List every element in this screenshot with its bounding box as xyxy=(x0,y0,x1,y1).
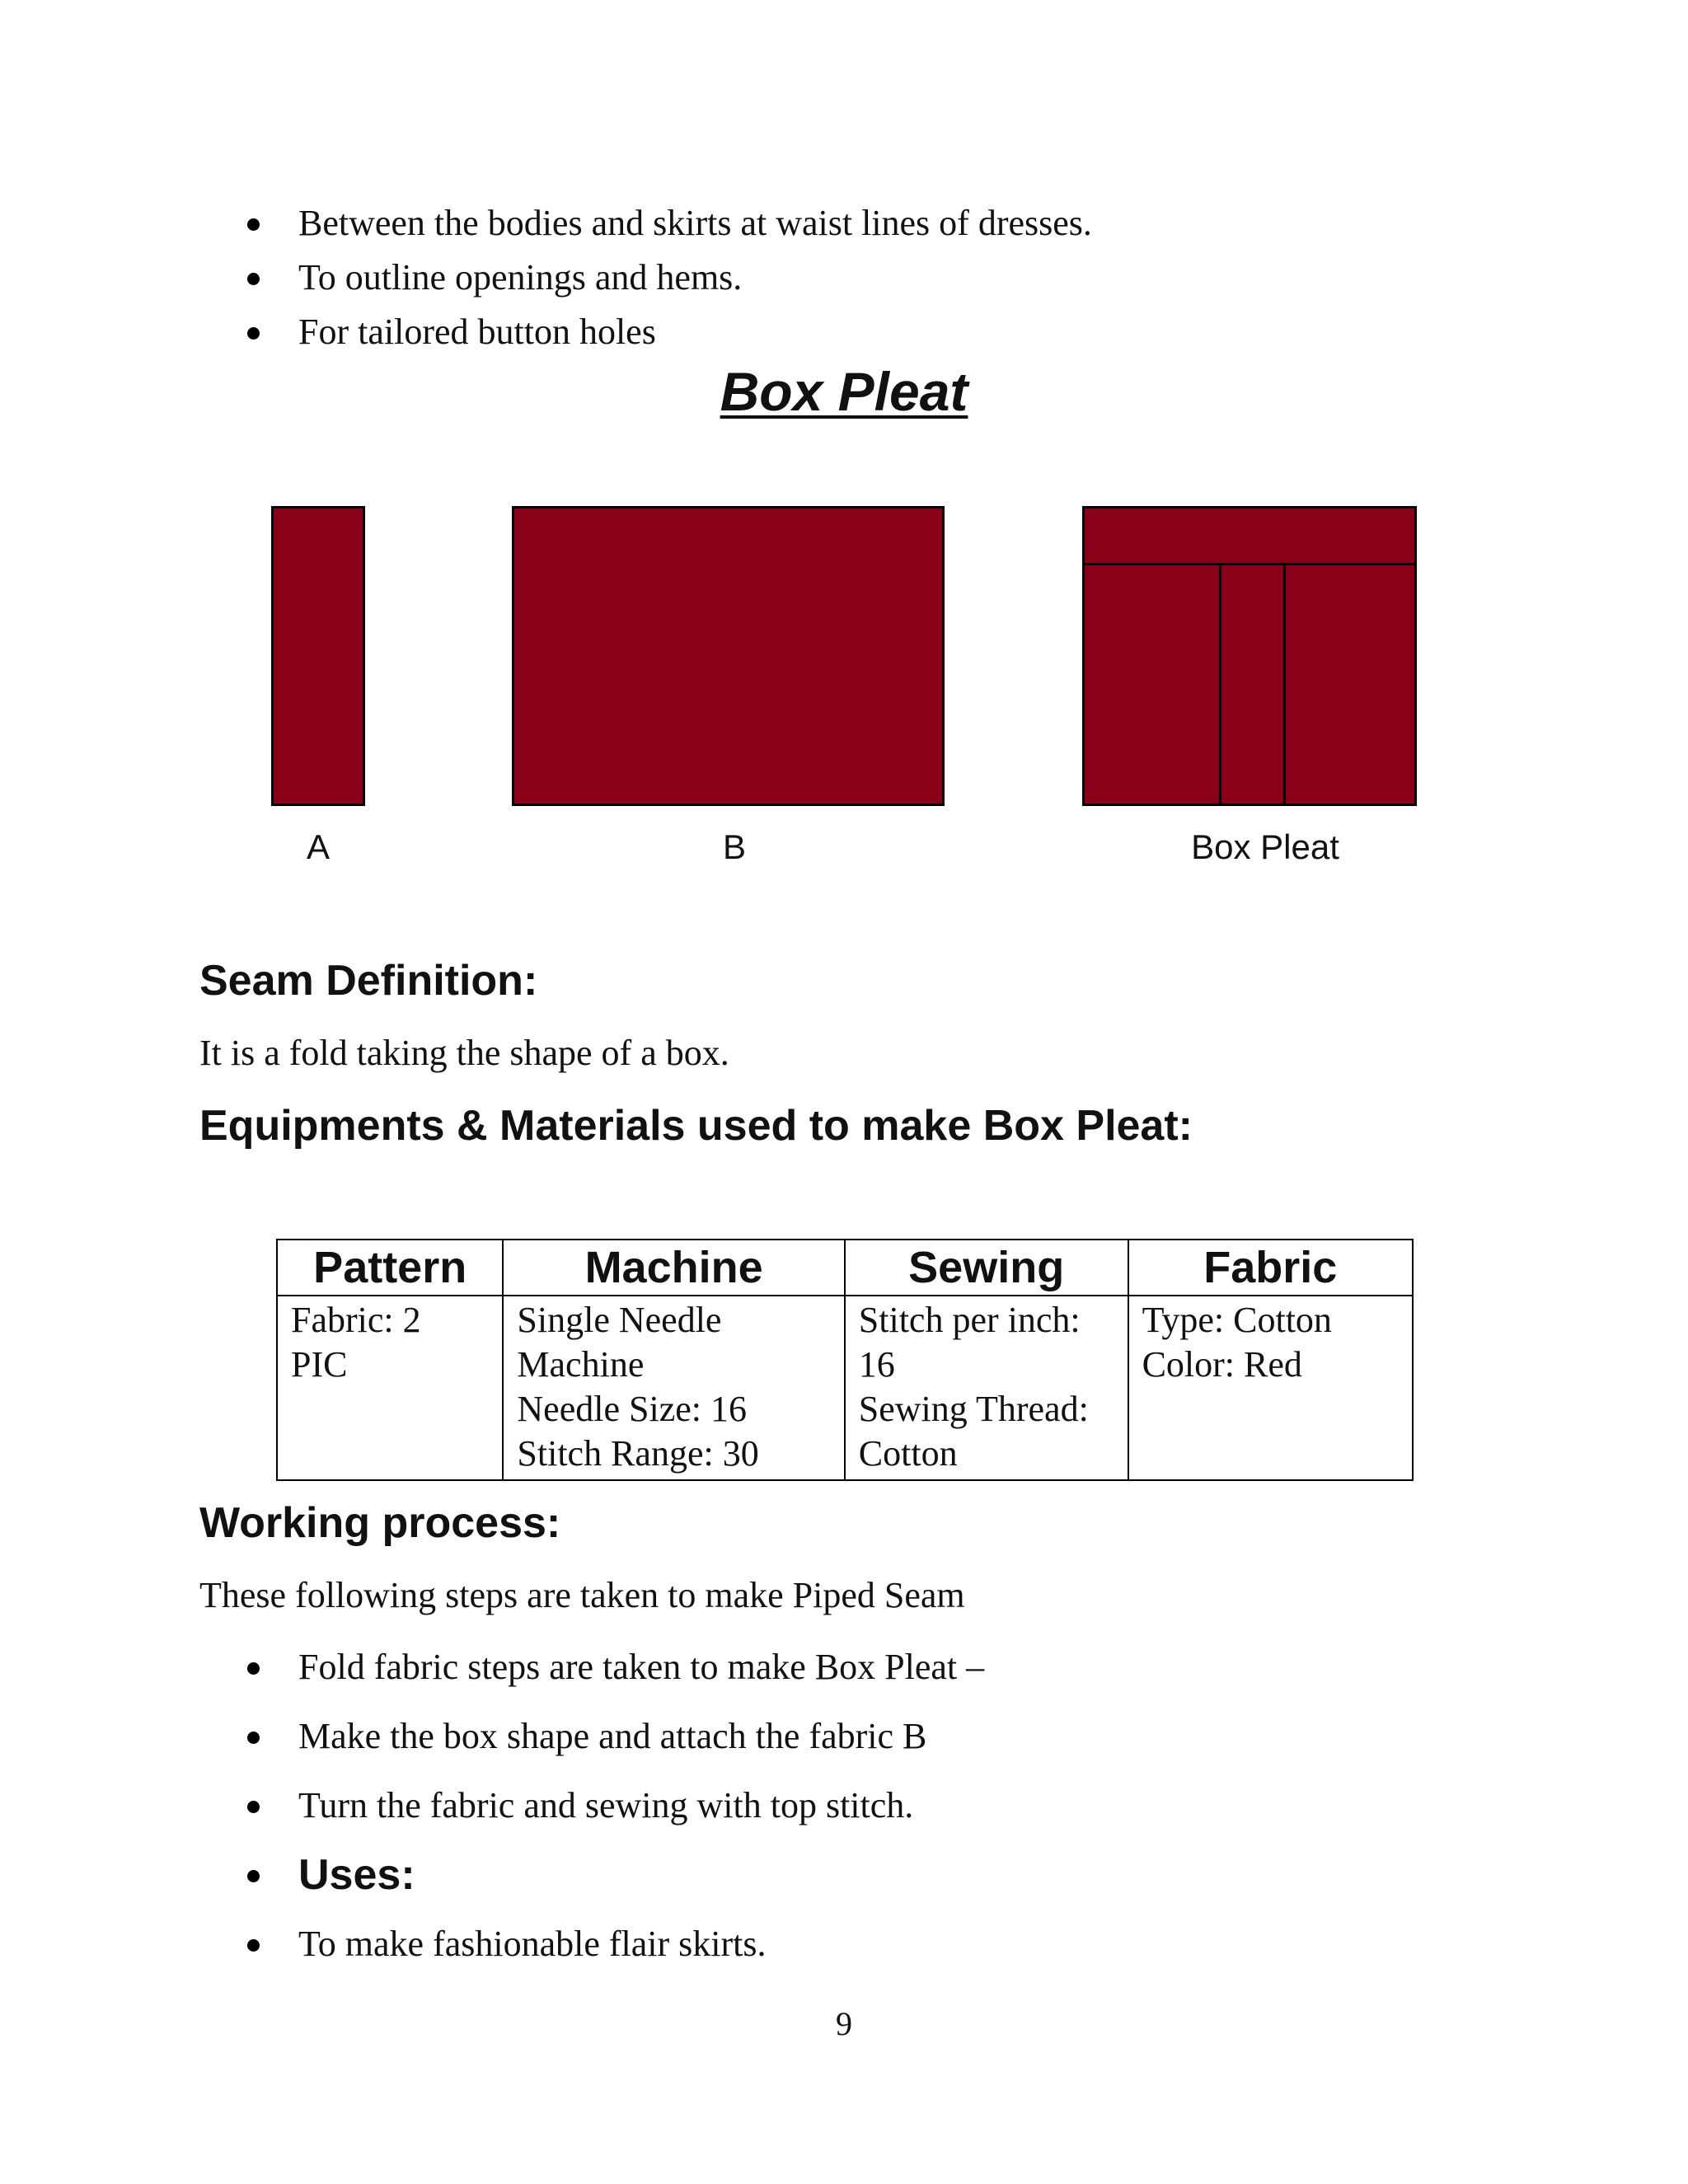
cell-line: Single Needle xyxy=(517,1300,722,1340)
list-item xyxy=(247,1917,984,1986)
fabric-b-swatch xyxy=(512,506,945,806)
pattern-cell xyxy=(277,1296,503,1480)
table-header-row xyxy=(277,1240,1413,1296)
fabric-a-swatch xyxy=(271,506,365,806)
working-process-intro: These following steps are taken to make Piped Seam xyxy=(199,1575,965,1615)
bullet-icon xyxy=(247,1662,260,1675)
machine-cell xyxy=(503,1296,844,1480)
bullet-icon xyxy=(247,1801,260,1813)
cell-line: Sewing Thread: xyxy=(858,1389,1089,1429)
list-item xyxy=(247,1640,984,1709)
list-item xyxy=(247,1779,984,1848)
column-header-sewing: Sewing xyxy=(845,1240,1128,1296)
column-header-fabric: Fabric xyxy=(1128,1240,1413,1296)
list-item-text: Turn the fabric and sewing with top stitch. xyxy=(298,1785,914,1825)
pleat-fold-line xyxy=(1219,563,1221,804)
box-pleat-label: Box Pleat xyxy=(1191,827,1339,866)
seam-definition-text: It is a fold taking the shape of a box. xyxy=(199,1033,729,1073)
list-item-text: For tailored button holes xyxy=(298,312,656,352)
equipments-table xyxy=(276,1239,1414,1481)
uses-heading-item xyxy=(247,1848,984,1917)
cell-line: Color: Red xyxy=(1142,1344,1302,1385)
cell-line: Stitch per inch: xyxy=(858,1300,1081,1340)
seam-definition-heading: Seam Definition: xyxy=(199,957,538,1005)
bullet-icon xyxy=(247,1732,260,1744)
equipments-heading: Equipments & Materials used to make Box Pleat: xyxy=(199,1102,1193,1150)
cell-line: Type: Cotton xyxy=(1142,1300,1332,1340)
working-process-heading: Working process: xyxy=(199,1499,561,1547)
list-item xyxy=(247,1709,984,1779)
cell-line: PIC xyxy=(291,1344,348,1385)
page-title: Box Pleat xyxy=(720,361,968,422)
cell-line: Fabric: 2 xyxy=(291,1300,421,1340)
fabric-a-label: A xyxy=(306,827,330,866)
list-item xyxy=(247,251,1092,305)
cell-line: Needle Size: 16 xyxy=(517,1389,747,1429)
bullet-icon xyxy=(247,218,260,231)
list-item-text: Between the bodies and skirts at waist lines of dresses. xyxy=(298,203,1092,243)
table-row xyxy=(277,1296,1413,1480)
pleat-fold-line xyxy=(1283,563,1286,804)
list-item-text: To outline openings and hems. xyxy=(298,257,743,298)
column-header-machine: Machine xyxy=(503,1240,844,1296)
bullet-icon xyxy=(247,273,260,285)
bullet-icon xyxy=(247,327,260,340)
cell-line: Stitch Range: 30 xyxy=(517,1433,759,1474)
box-pleat-swatch xyxy=(1082,506,1417,806)
uses-heading: Uses: xyxy=(298,1851,415,1899)
pleat-fold-line xyxy=(1085,563,1414,565)
list-item xyxy=(247,305,1092,359)
cell-line: Machine xyxy=(517,1344,645,1385)
fabric-cell xyxy=(1128,1296,1413,1480)
list-item-text: Fold fabric steps are taken to make Box Pleat – xyxy=(298,1647,985,1687)
fabric-b-label: B xyxy=(722,827,746,866)
bullet-icon xyxy=(247,1870,260,1882)
column-header-pattern: Pattern xyxy=(277,1240,503,1296)
list-item-text: To make fashionable flair skirts. xyxy=(298,1924,767,1964)
list-item-text: Make the box shape and attach the fabric B xyxy=(298,1716,927,1756)
list-item xyxy=(247,196,1092,251)
cell-line: Cotton xyxy=(858,1433,958,1474)
page-number: 9 xyxy=(836,2005,852,2042)
intro-bullet-list xyxy=(247,196,1092,359)
cell-line: 16 xyxy=(858,1344,895,1385)
working-process-steps xyxy=(247,1640,984,1986)
bullet-icon xyxy=(247,1939,260,1952)
sewing-cell xyxy=(845,1296,1128,1480)
